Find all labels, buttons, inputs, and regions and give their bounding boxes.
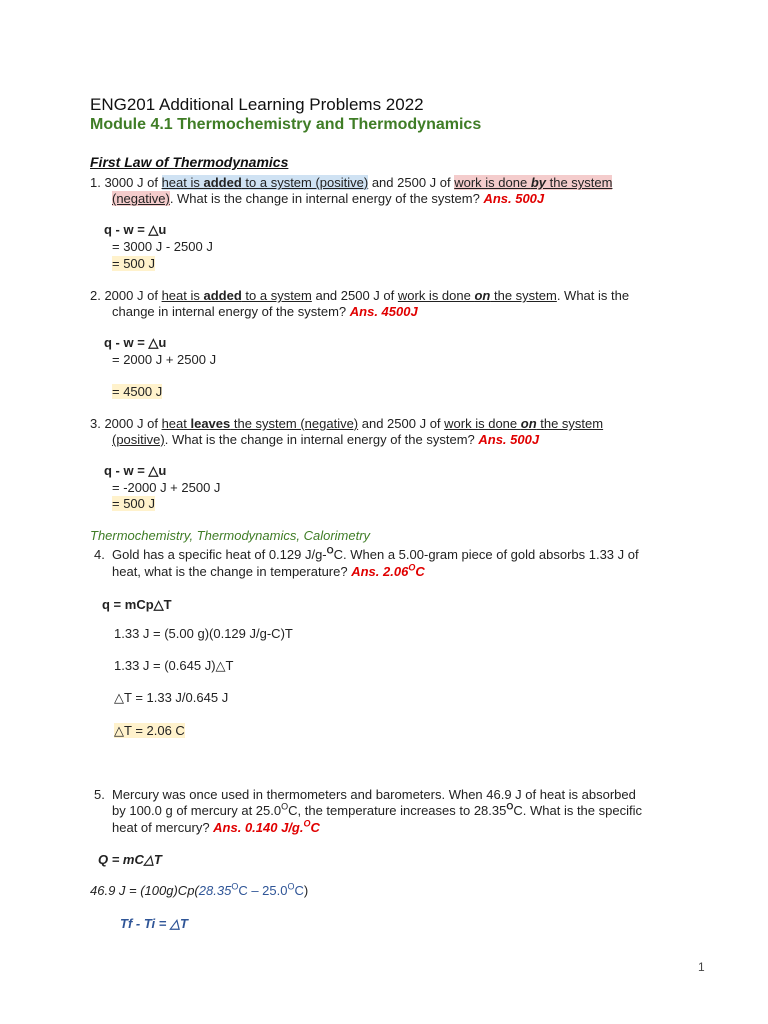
text: the system	[536, 416, 604, 431]
text: C	[310, 820, 320, 835]
text: the system (negative)	[230, 416, 359, 431]
section-heading-first-law: First Law of Thermodynamics	[90, 154, 289, 170]
text: and 2500 J of	[358, 416, 445, 431]
problem-2-equation: q - w = △u	[104, 335, 167, 350]
text: on	[474, 288, 491, 303]
text: leaves	[190, 416, 231, 431]
text: C	[415, 564, 425, 579]
problem-1-heat-highlight	[162, 175, 369, 190]
text: heat is	[161, 175, 204, 190]
problem-3-step-1: = -2000 J + 2500 J	[112, 480, 221, 495]
text: O	[506, 801, 514, 812]
problem-5-line-3	[112, 820, 320, 836]
text: and 2500 J of	[368, 175, 455, 190]
problem-1-equation: q - w = △u	[104, 222, 167, 237]
text: heat of mercury?	[112, 820, 214, 835]
problem-1-line-2	[112, 191, 544, 207]
text: change in internal energy of the system?	[112, 304, 350, 319]
problem-5-step-1	[90, 883, 308, 899]
text: the system	[490, 288, 557, 303]
problem-4-number: 4.	[94, 547, 105, 562]
problem-3-answer: Ans. 500J	[478, 432, 540, 447]
problem-4-line-2	[112, 564, 425, 580]
problem-2-step-1: = 2000 J + 2500 J	[112, 352, 217, 367]
text: . What is the change in internal energy of the system?	[164, 432, 479, 447]
problem-4-step-1: 1.33 J = (5.00 g)(0.129 J/g-C)T	[114, 626, 293, 641]
problem-4-equation: q = mCp△T	[102, 597, 172, 612]
problem-5-number: 5.	[94, 787, 105, 802]
page-number: 1	[698, 960, 705, 974]
text: O	[303, 818, 311, 829]
problem-5-line-1: Mercury was once used in thermometers and barometers. When 46.9 J of heat is absorbed	[112, 787, 636, 802]
problem-3-line-2	[112, 432, 539, 448]
text: = 500 J	[112, 496, 156, 511]
text: to a system	[241, 288, 312, 303]
text: 3. 2000 J of	[90, 416, 162, 431]
problem-4-result	[114, 723, 185, 739]
text: 2. 2000 J of	[90, 288, 162, 303]
module-heading: Module 4.1 Thermochemistry and Thermodynamics	[90, 116, 482, 133]
text: . What is the change in internal energy of the system?	[169, 191, 484, 206]
text: (positive)	[112, 432, 165, 447]
problem-5-equation: Q = mC△T	[98, 852, 162, 867]
text: by 100.0 g of mercury at 25.0	[112, 803, 282, 818]
text: = 500 J	[112, 256, 156, 271]
text: to a system (positive)	[241, 175, 369, 190]
text: heat	[161, 416, 191, 431]
problem-1-result	[112, 256, 155, 272]
text: C	[294, 883, 304, 898]
text: . What is the	[556, 288, 630, 303]
text: added	[203, 288, 242, 303]
text: work is done	[454, 175, 531, 190]
text: )	[303, 883, 309, 898]
text: 28.35	[198, 883, 232, 898]
text: C, the temperature increases to 28.35	[288, 803, 507, 818]
problem-5-line-2	[112, 803, 642, 819]
text: heat is	[161, 288, 204, 303]
problem-3-equation: q - w = △u	[104, 463, 167, 478]
problem-1-step-1: = 3000 J - 2500 J	[112, 239, 213, 254]
text: by	[530, 175, 546, 190]
problem-5-answer	[213, 820, 320, 835]
problem-2-result	[112, 384, 162, 400]
problem-5-step-2: Tf - Ti = △T	[120, 916, 188, 931]
problem-2-answer: Ans. 4500J	[349, 304, 418, 319]
text: O	[281, 801, 289, 812]
text: Gold has a specific heat of 0.129 J/g-	[112, 547, 327, 562]
text: Ans. 2.06	[351, 564, 409, 579]
text: on	[520, 416, 537, 431]
text: △T = 2.06 C	[114, 723, 185, 738]
text: the system	[546, 175, 613, 190]
problem-4-step-3: △T = 1.33 J/0.645 J	[114, 690, 229, 705]
problem-1-answer: Ans. 500J	[483, 191, 545, 206]
text: O	[231, 881, 239, 892]
text: O	[326, 545, 334, 556]
text: Ans. 0.140 J/g.	[213, 820, 304, 835]
problem-1-line-1	[90, 175, 612, 191]
problem-1-number: 1. 3000 J of	[90, 175, 162, 190]
problem-4-step-2: 1.33 J = (0.645 J)△T	[114, 658, 234, 673]
problem-1-negative: (negative)	[112, 191, 170, 206]
problem-3-line-1	[90, 416, 603, 432]
document-title: ENG201 Additional Learning Problems 2022	[90, 95, 424, 114]
text: added	[203, 175, 242, 190]
text: C – 25.0	[238, 883, 288, 898]
text: C. When a 5.00-gram piece of gold absorbs 1.33 J of	[333, 547, 639, 562]
text: = 4500 J	[112, 384, 163, 399]
section-heading-calorimetry: Thermochemistry, Thermodynamics, Calorimetry	[90, 528, 371, 543]
problem-4-answer	[351, 564, 425, 579]
text: work is done	[397, 288, 475, 303]
problem-3-result	[112, 496, 155, 512]
text: work is done	[444, 416, 521, 431]
text: O	[408, 562, 416, 573]
text: 46.9 J = (100g)Cp(	[90, 883, 199, 898]
problem-2-line-1	[90, 288, 629, 304]
text: C. What is the specific	[513, 803, 642, 818]
problem-2-line-2	[112, 304, 418, 320]
text: heat, what is the change in temperature?	[112, 564, 352, 579]
text: and 2500 J of	[311, 288, 398, 303]
text: O	[287, 881, 295, 892]
problem-4-line-1	[112, 547, 639, 563]
problem-1-work-highlight	[454, 175, 612, 190]
